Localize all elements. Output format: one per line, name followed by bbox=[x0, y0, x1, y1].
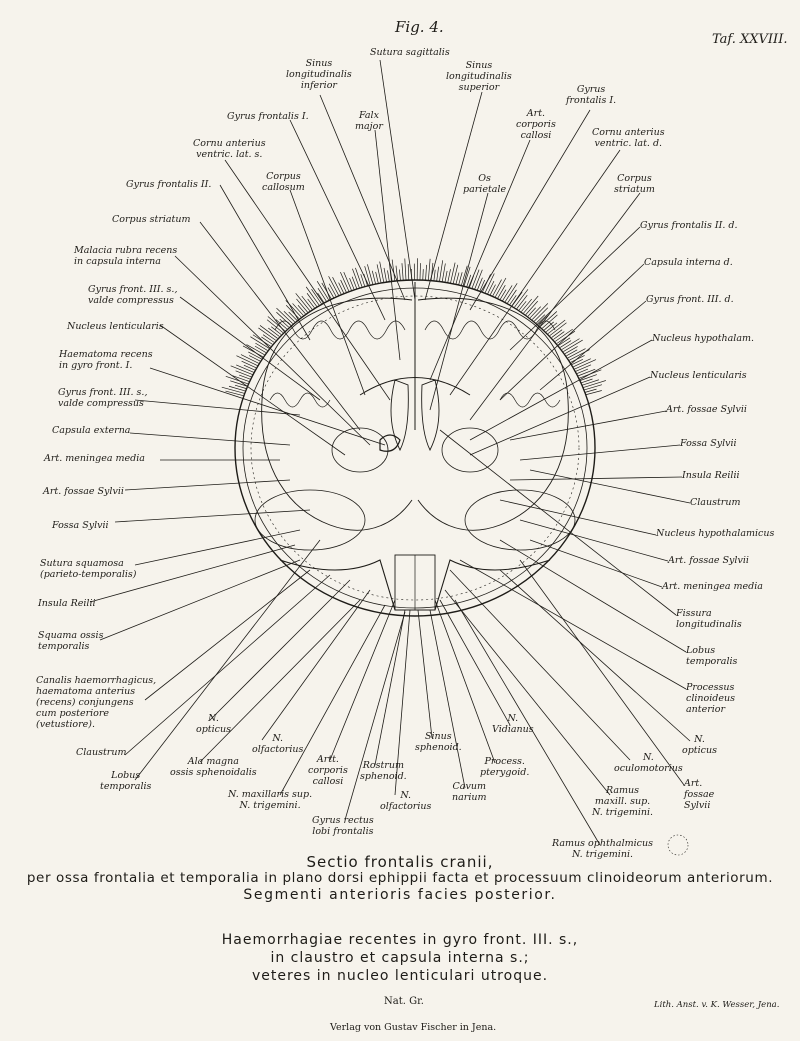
label-right-8: Insula Reilii bbox=[682, 470, 740, 481]
hair-stroke bbox=[255, 346, 266, 352]
label-right-17: Art. fossae Sylvii bbox=[684, 778, 715, 811]
hair-stroke bbox=[399, 269, 400, 280]
right-ventricle bbox=[422, 380, 439, 450]
leader-line bbox=[345, 612, 405, 820]
hair-stroke bbox=[510, 295, 516, 304]
leader-line bbox=[440, 430, 676, 615]
hair-stroke bbox=[437, 267, 439, 281]
hair-stroke bbox=[580, 375, 597, 381]
hair-stroke bbox=[367, 264, 372, 284]
leader-line bbox=[530, 470, 690, 503]
hair-stroke bbox=[352, 269, 359, 288]
leader-line bbox=[520, 520, 668, 561]
leader-line bbox=[175, 256, 370, 445]
hair-stroke bbox=[420, 263, 421, 280]
hair-stroke bbox=[289, 312, 297, 320]
hair-stroke bbox=[263, 335, 274, 343]
hair-stroke bbox=[434, 270, 435, 281]
leader-line bbox=[150, 368, 385, 445]
hair-stroke bbox=[557, 331, 575, 343]
hair-stroke bbox=[242, 361, 256, 368]
leader-line bbox=[135, 400, 300, 415]
label-cornu-anterius-s: Cornu anterius ventric. lat. s. bbox=[193, 138, 266, 160]
label-left-4: Nucleus lenticularis bbox=[67, 321, 164, 332]
caption-line-6: veteres in nucleo lenticulari utroque. bbox=[251, 968, 549, 984]
plate-number: Taf. XXVIII. bbox=[712, 32, 788, 47]
hair-stroke bbox=[426, 265, 427, 280]
hair-stroke bbox=[428, 259, 430, 280]
hair-stroke bbox=[298, 305, 305, 314]
hair-stroke bbox=[355, 268, 362, 287]
label-bottom-8: Process. pterygoid. bbox=[480, 756, 530, 778]
hair-stroke bbox=[384, 268, 387, 282]
leader-line bbox=[510, 477, 682, 480]
label-right-9: Claustrum bbox=[690, 497, 741, 508]
hair-stroke bbox=[405, 258, 406, 280]
hair-stroke bbox=[448, 269, 451, 282]
leader-line bbox=[520, 445, 680, 460]
hair-stroke bbox=[364, 274, 368, 286]
label-bottom-9: N. maxillaris sup. N. trigemini. bbox=[228, 789, 313, 811]
leader-line bbox=[418, 610, 432, 738]
hair-stroke bbox=[456, 273, 459, 285]
hair-stroke bbox=[554, 332, 565, 340]
label-right-6: Art. fossae Sylvii bbox=[666, 404, 747, 415]
label-left-16: Lobus temporalis bbox=[100, 770, 152, 792]
leader-line bbox=[470, 340, 652, 440]
hair-stroke bbox=[341, 280, 347, 292]
label-right-14: Lobus temporalis bbox=[686, 645, 738, 667]
label-os-parietale: Os parietale bbox=[463, 173, 507, 195]
hair-stroke bbox=[423, 269, 424, 280]
hair-stroke bbox=[445, 271, 447, 282]
left-lateral-gyri bbox=[270, 393, 330, 407]
hair-stroke bbox=[286, 300, 301, 317]
label-left-9: Art. fossae Sylvii bbox=[43, 486, 124, 497]
hair-stroke bbox=[566, 350, 577, 356]
hair-stroke bbox=[490, 285, 495, 295]
hair-stroke bbox=[372, 271, 375, 284]
hair-stroke bbox=[236, 356, 257, 366]
label-left-3: Gyrus front. III. s., valde compressus bbox=[88, 284, 178, 306]
caption-line-1: Sectio frontalis cranii, bbox=[306, 853, 494, 871]
leader-line bbox=[540, 301, 646, 390]
leader-line bbox=[460, 560, 686, 689]
hair-stroke bbox=[562, 339, 580, 350]
leader-line bbox=[430, 193, 488, 410]
hair-stroke bbox=[376, 272, 379, 283]
hair-stroke bbox=[477, 278, 482, 290]
hair-stroke bbox=[260, 325, 277, 338]
leader-line bbox=[375, 610, 405, 765]
hair-stroke bbox=[498, 285, 506, 298]
label-bottom-11: Cavum narium bbox=[452, 781, 487, 803]
leader-line bbox=[510, 411, 666, 440]
label-left-13: Squama ossis temporalis bbox=[38, 630, 104, 652]
hair-stroke bbox=[548, 320, 565, 334]
label-left-5: Haematoma recens in gyro front. I. bbox=[59, 349, 153, 371]
leader-line bbox=[290, 120, 385, 320]
label-right-1: Gyrus frontalis II. d. bbox=[640, 220, 738, 231]
leader-line bbox=[210, 580, 350, 720]
label-bottom-14: Gyrus rectus lobi frontalis bbox=[312, 815, 374, 837]
hair-stroke bbox=[408, 264, 409, 280]
hair-stroke bbox=[261, 337, 272, 344]
left-temporal-lobe bbox=[255, 490, 365, 550]
hair-stroke bbox=[308, 299, 315, 308]
label-bottom-6: Sinus sphenoid. bbox=[415, 731, 462, 753]
hair-stroke bbox=[585, 389, 597, 392]
figure-number: Fig. 4. bbox=[395, 18, 444, 36]
hair-stroke bbox=[565, 346, 578, 353]
hair-stroke bbox=[402, 263, 403, 280]
hair-stroke bbox=[230, 381, 247, 386]
label-right-7: Fossa Sylvii bbox=[680, 438, 737, 449]
label-right-4: Nucleus hypothalam. bbox=[652, 333, 755, 344]
label-left-11: Sutura squamosa (parieto-temporalis) bbox=[40, 558, 137, 580]
leader-line bbox=[130, 433, 290, 445]
label-art-corporis-callosi: Art. corporis callosi bbox=[516, 108, 556, 141]
hair-stroke bbox=[388, 270, 390, 281]
label-gyrus-frontalis-I-d: Gyrus frontalis I. bbox=[566, 84, 617, 106]
label-bottom-10: N. olfactorius bbox=[380, 790, 432, 812]
label-gyrus-frontalis-I-s: Gyrus frontalis I. bbox=[227, 111, 309, 122]
leader-line bbox=[430, 610, 465, 788]
hair-stroke bbox=[563, 340, 582, 351]
label-bottom-13: Ramus maxill. sup. N. trigemini. bbox=[592, 785, 654, 818]
label-sinus-long-inferior: Sinus longitudinalis inferior bbox=[286, 58, 352, 91]
label-right-16: N. opticus bbox=[682, 734, 717, 756]
leader-line bbox=[500, 500, 656, 535]
caption-line-4: Haemorrhagiae recentes in gyro front. III. s., bbox=[221, 932, 579, 948]
hair-stroke bbox=[249, 356, 260, 362]
label-falx-major: Falx major bbox=[355, 110, 383, 132]
hair-stroke bbox=[329, 284, 336, 297]
hair-stroke bbox=[229, 386, 246, 391]
leader-line bbox=[225, 160, 390, 400]
hair-stroke bbox=[258, 328, 275, 340]
hair-stroke bbox=[528, 308, 536, 316]
hair-stroke bbox=[280, 319, 289, 327]
hair-stroke bbox=[552, 330, 562, 338]
label-bottom-3: Ala magna ossis sphenoidalis bbox=[170, 756, 257, 778]
caption-line-5: in claustro et capsula interna s.; bbox=[270, 950, 530, 966]
leader-line bbox=[200, 222, 360, 430]
hair-stroke bbox=[550, 323, 567, 336]
label-bottom-2: N. olfactorius bbox=[252, 733, 304, 755]
leader-line bbox=[262, 590, 370, 740]
label-left-6: Gyrus front. III. s., valde compressus bbox=[58, 387, 148, 409]
label-bottom-1: N. opticus bbox=[196, 713, 231, 735]
leader-line bbox=[510, 227, 640, 350]
label-right-3: Gyrus front. III. d. bbox=[646, 294, 734, 305]
hair-stroke bbox=[236, 371, 252, 377]
hair-stroke bbox=[532, 303, 548, 319]
label-bottom-5: Rostrum sphenoid. bbox=[360, 760, 407, 782]
label-corpus-striatum-d: Corpus striatum bbox=[614, 173, 655, 195]
label-right-12: Art. meningea media bbox=[662, 581, 763, 592]
label-left-7: Capsula externa bbox=[52, 425, 131, 436]
hair-stroke bbox=[268, 328, 279, 336]
caption-line-2: per ossa frontalia et temporalia in plano dorsi ephippii facta et processuum clinoideorum anteriorum. bbox=[26, 870, 774, 886]
hair-stroke bbox=[576, 365, 591, 372]
hair-stroke bbox=[296, 293, 310, 310]
leader-lines bbox=[90, 60, 690, 845]
label-right-5: Nucleus lenticularis bbox=[650, 370, 747, 381]
label-right-13: Fissura longitudinalis bbox=[676, 608, 742, 630]
leader-line bbox=[160, 325, 345, 455]
hair-stroke bbox=[582, 380, 599, 385]
hair-stroke bbox=[442, 263, 445, 281]
label-bottom-12: N. oculomotorius bbox=[614, 752, 683, 774]
hair-stroke bbox=[439, 260, 442, 281]
hair-stroke bbox=[306, 287, 319, 305]
hair-stroke bbox=[243, 346, 263, 357]
label-bottom-7: N. Vidianus bbox=[492, 713, 534, 735]
leader-line bbox=[380, 60, 415, 300]
label-right-11: Art. fossae Sylvii bbox=[668, 555, 749, 566]
hair-stroke bbox=[268, 317, 285, 331]
hair-stroke bbox=[571, 355, 585, 362]
hair-stroke bbox=[232, 376, 249, 382]
label-right-15: Processus clinoideus anterior bbox=[686, 682, 735, 715]
hair-stroke bbox=[488, 281, 494, 294]
label-bottom-4: Artt. corporis callosi bbox=[308, 754, 348, 787]
leader-line bbox=[115, 510, 310, 522]
hair-stroke bbox=[244, 365, 255, 370]
library-stamp bbox=[668, 835, 688, 855]
hair-stroke bbox=[569, 350, 589, 361]
label-corpus-callosum: Corpus callosum bbox=[262, 171, 305, 193]
label-left-1: Corpus striatum bbox=[112, 214, 191, 225]
label-right-10: Nucleus hypothalamicus bbox=[656, 528, 775, 539]
label-left-15: Claustrum bbox=[76, 747, 127, 758]
label-left-10: Fossa Sylvii bbox=[52, 520, 109, 531]
label-sutura-sagittalis: Sutura sagittalis bbox=[370, 47, 450, 58]
label-right-2: Capsula interna d. bbox=[644, 257, 733, 268]
hair-stroke bbox=[505, 283, 517, 302]
label-left-8: Art. meningea media bbox=[44, 453, 145, 464]
leader-line bbox=[375, 130, 400, 360]
hair-stroke bbox=[524, 296, 539, 313]
hair-stroke bbox=[519, 301, 526, 310]
label-sinus-long-superior: Sinus longitudinalis superior bbox=[446, 60, 512, 93]
hair-stroke bbox=[459, 272, 463, 284]
label-left-2: Malacia rubra recens in capsula interna bbox=[74, 245, 178, 267]
natural-size-note: Nat. Gr. bbox=[384, 996, 424, 1007]
publisher-credit: Verlag von Gustav Fischer in Jena. bbox=[330, 1022, 497, 1033]
hair-stroke bbox=[584, 385, 602, 390]
label-left-14: Canalis haemorrhagicus, haematoma anterius (recens) conjungens cum posteriore (vetustiore). bbox=[36, 675, 157, 730]
leader-line bbox=[440, 600, 510, 725]
hair-stroke bbox=[472, 270, 479, 289]
leader-line bbox=[145, 570, 310, 700]
hair-stroke bbox=[500, 290, 506, 300]
label-gyrus-frontalis-II-s: Gyrus frontalis II. bbox=[126, 179, 212, 190]
right-nucleus-lenticularis bbox=[442, 428, 498, 472]
label-bottom-15: Ramus ophthalmicus N. trigemini. bbox=[552, 838, 653, 860]
hair-stroke bbox=[276, 312, 290, 325]
hair-stroke bbox=[253, 335, 271, 347]
hair-stroke bbox=[318, 293, 324, 302]
caption-line-3: Segmenti anterioris facies posterior. bbox=[243, 887, 557, 903]
leader-line bbox=[450, 570, 630, 760]
label-left-12: Insula Reilii bbox=[38, 598, 96, 609]
leader-line bbox=[500, 540, 686, 652]
lithographer-credit: Lith. Anst. v. K. Wesser, Jena. bbox=[654, 1000, 780, 1010]
label-cornu-anterius-d: Cornu anterius ventric. lat. d. bbox=[592, 127, 665, 149]
leader-line bbox=[135, 530, 300, 565]
leader-line bbox=[125, 480, 290, 490]
